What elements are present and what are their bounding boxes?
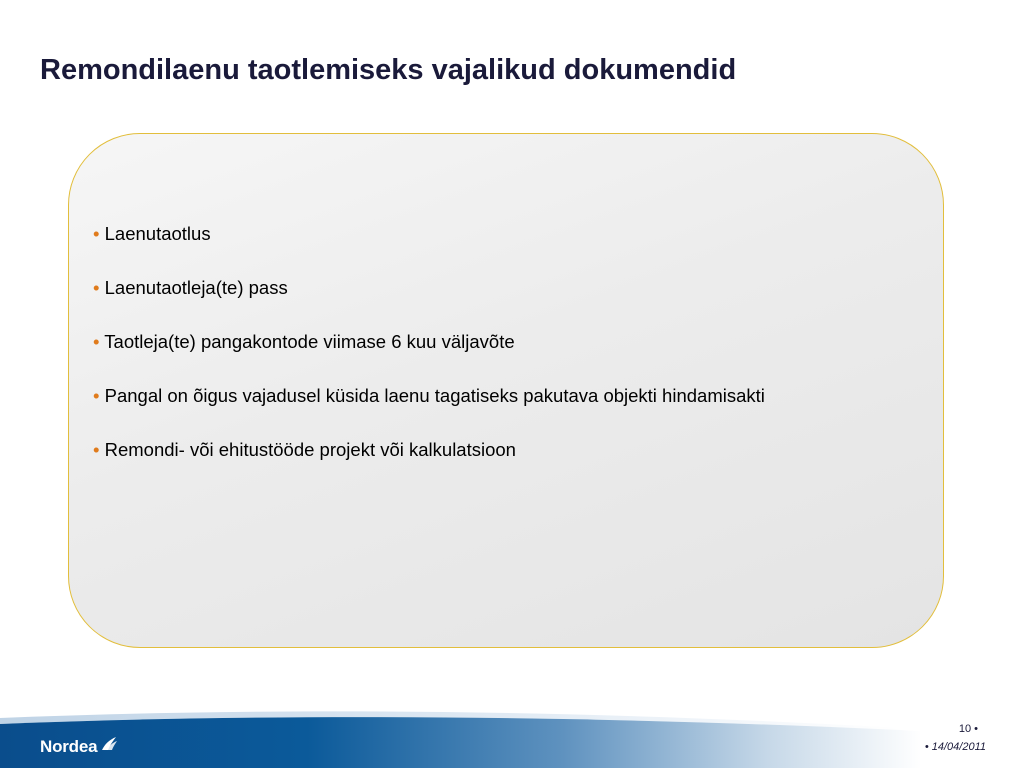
nordea-logo xyxy=(40,736,118,758)
bullet-icon: • xyxy=(93,331,100,352)
bullet-text: Laenutaotleja(te) pass xyxy=(104,277,288,298)
bullet-item xyxy=(93,220,813,247)
bullet-item xyxy=(93,382,813,409)
bullet-item xyxy=(93,328,813,355)
nordea-sail-icon xyxy=(100,736,118,752)
bullet-text: Taotleja(te) pangakontode viimase 6 kuu väljavõte xyxy=(104,331,515,352)
logo-text: Nordea xyxy=(40,737,98,756)
bullet-icon: • xyxy=(93,385,100,406)
bullet-icon: • xyxy=(93,439,100,460)
bullet-icon: • xyxy=(93,277,100,298)
bullet-text: Laenutaotlus xyxy=(104,223,211,244)
page-number: 10 • xyxy=(958,723,978,735)
bullet-icon: • xyxy=(93,223,100,244)
bullet-list xyxy=(93,220,813,490)
footer-band xyxy=(0,690,1024,768)
content-panel xyxy=(68,133,944,648)
bullet-item xyxy=(93,274,813,301)
bullet-text: Pangal on õigus vajadusel küsida laenu tagatiseks pakutava objekti hindamisakti xyxy=(104,385,765,406)
bullet-item xyxy=(93,436,813,463)
slide-date: • 14/04/2011 xyxy=(924,741,986,753)
slide-title: Remondilaenu taotlemiseks vajalikud dokumendid xyxy=(40,54,737,86)
bullet-text: Remondi- või ehitustööde projekt või kalkulatsioon xyxy=(104,439,516,460)
